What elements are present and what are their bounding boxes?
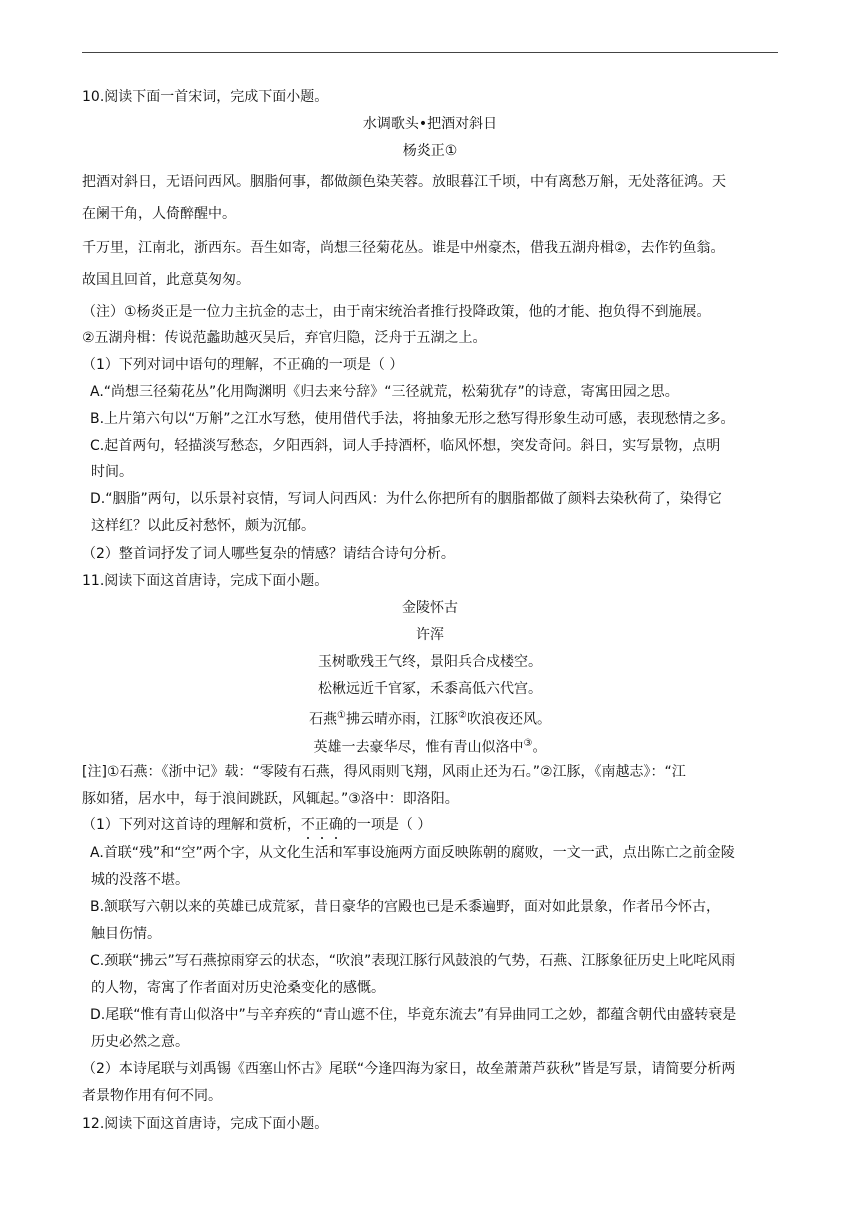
q10-option-a: A.“尚想三径菊花丛”化用陶渊明《归去来兮辞》“三径就荒，松菊犹存”的诗意，寄寓田园之思。 <box>90 384 679 400</box>
q11-option-a-cont: 城的没落不堪。 <box>91 872 189 888</box>
q11-option-a: A.首联“残”和“空”两个字，从文化生活和军事设施两方面反映陈朝的腐败，一文一武，点出陈亡之前金陵 <box>90 845 735 861</box>
q11-option-c: C.颈联“拂云”写石燕掠雨穿云的状态，“吹浪”表现江豚行风鼓浪的气势，石燕、江豚象征历史上叱咤风雨 <box>90 953 736 969</box>
q11-line4-part: 。 <box>532 739 547 756</box>
q10-text-line: 在阑干角，人倚醉醒中。 <box>82 206 236 222</box>
q10-note: （注）①杨炎正是一位力主抗金的志士，由于南宋统治者推行投降政策，他的才能、抱负得不到施展。 <box>82 304 711 320</box>
q10-option-c-cont: 时间。 <box>91 464 133 480</box>
header-rule <box>82 52 778 53</box>
emphasis-char: 确 <box>328 817 343 833</box>
q10-sub1: （1）下列对词中语句的理解，不正确的一项是（ ） <box>82 357 404 373</box>
q11-note: 豚如猪，居水中，每于浪间跳跃，风辄起。”③洛中：即洛阳。 <box>82 791 459 807</box>
q11-option-b: B.颔联写六朝以来的英雄已成荒冢，昔日豪华的宫殿也已是禾黍遍野，面对如此景象，作者吊今怀古， <box>90 899 721 915</box>
q11-option-c-cont: 的人物，寄寓了作者面对历史沧桑变化的感慨。 <box>91 980 385 996</box>
q11-sub2-cont: 者景物作用有何不同。 <box>82 1088 222 1104</box>
q11-line3-part: 石燕 <box>309 711 338 728</box>
q10-option-d: D.“胭脂”两句，以乐景衬哀情，写词人问西风：为什么你把所有的胭脂都做了颜料去染秋荷了，染得它 <box>90 491 722 507</box>
q11-sub1-part: 的一项是（ ） <box>342 817 432 833</box>
q11-sub1 <box>82 815 431 835</box>
q11-author: 许浑 <box>416 627 444 643</box>
q11-option-b-cont: 触目伤情。 <box>91 926 161 942</box>
q10-author: 杨炎正① <box>402 143 458 159</box>
q11-note: [注]①石燕：《浙中记》载：“零陵有石燕，得风雨则飞翔，风雨止还为石。”②江豚，《南越志》：“江 <box>82 764 686 780</box>
q10-note: ②五湖舟楫：传说范蠡助越灭吴后，弃官归隐，泛舟于五湖之上。 <box>82 330 487 346</box>
footnote-marker: ② <box>458 710 467 721</box>
footnote-marker: ③ <box>523 738 533 749</box>
q11-poem-line <box>82 706 778 730</box>
q11-poem-line: 玉树歌残王气终，景阳兵合戍楼空。 <box>318 654 542 670</box>
emphasis-char: 正 <box>314 817 329 833</box>
q11-poem-line <box>82 734 778 758</box>
q11-sub1-part: （1）下列对这首诗的理解和赏析， <box>82 817 301 833</box>
q11-line3-part: 拂云晴亦雨，江豚 <box>346 711 458 728</box>
q10-text-line: 千万里，江南北，浙西东。吾生如寄，尚想三径菊花丛。谁是中州豪杰，借我五湖舟楫②，去作钓鱼翁。 <box>82 240 725 256</box>
q11-line3-part: 吹浪夜还风。 <box>466 711 551 728</box>
footnote-marker: ① <box>337 710 346 721</box>
q10-sub2: （2）整首词抒发了词人哪些复杂的情感？请结合诗句分析。 <box>82 546 455 562</box>
q11-poem-title: 金陵怀古 <box>402 600 458 616</box>
q11-option-d: D.尾联“惟有青山似洛中”与辛弃疾的“青山遮不住，毕竟东流去”有异曲同工之妙，都蕴含朝代由盛转衰是 <box>90 1007 737 1023</box>
q12-header: 12.阅读下面这首唐诗，完成下面小题。 <box>82 1116 329 1132</box>
q10-poem-title: 水调歌头•把酒对斜日 <box>362 116 498 132</box>
q11-option-d-cont: 历史必然之意。 <box>91 1034 189 1050</box>
q10-text-line: 故国且回首，此意莫匆匆。 <box>82 272 250 288</box>
q11-line4-part: 英雄一去豪华尽，惟有青山似洛中 <box>313 739 524 756</box>
q10-header: 10.阅读下面一首宋词，完成下面小题。 <box>82 89 329 105</box>
q10-text-line: 把酒对斜日，无语问西风。胭脂何事，都做颜色染芙蓉。放眼暮江千顷，中有离愁万斛，无处落征鸿。天 <box>82 174 726 190</box>
q10-option-d-cont: 这样红？以此反衬愁怀，颇为沉郁。 <box>91 518 315 534</box>
q11-poem-line: 松楸远近千官冢，禾黍高低六代宫。 <box>318 681 542 697</box>
q10-option-c: C.起首两句，轻描淡写愁态，夕阳西斜，词人手持酒杯，临风怀想，突发奇问。斜日，实写景物，点明 <box>90 438 721 454</box>
q10-option-b: B.上片第六句以“万斛”之江水写愁，使用借代手法，将抽象无形之愁写得形象生动可感，表现愁情之多。 <box>90 411 735 427</box>
q11-sub2: （2）本诗尾联与刘禹锡《西塞山怀古》尾联“今逢四海为家日，故垒萧萧芦荻秋”皆是写景，请简要分析两 <box>82 1061 736 1077</box>
q11-header: 11.阅读下面这首唐诗，完成下面小题。 <box>82 573 329 589</box>
emphasis-char: 不 <box>300 817 315 833</box>
